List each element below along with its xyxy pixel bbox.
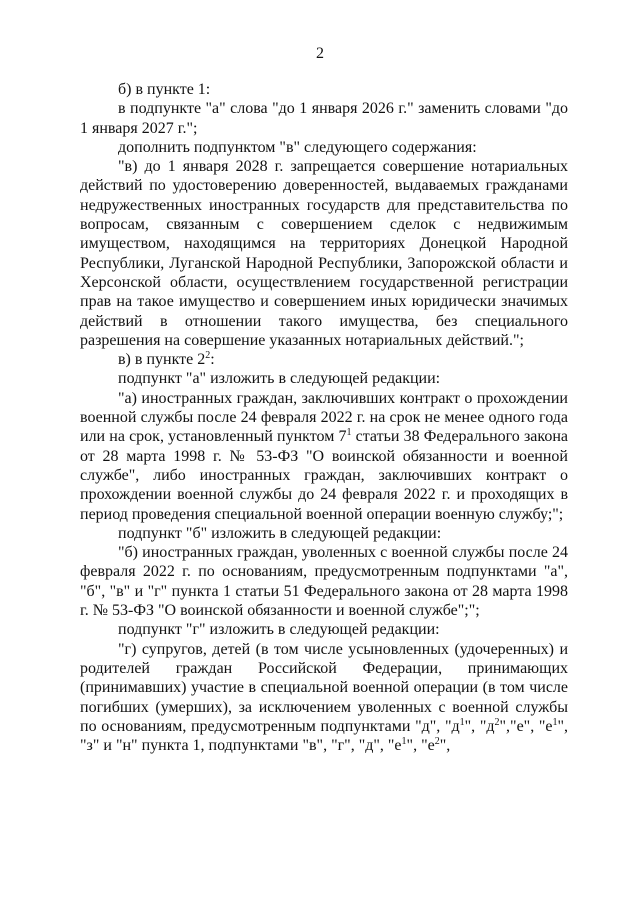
paragraph-text: в подпункте "а" слова "до 1 января 2026 г." заменить словами "до 1 января 2027 г."; bbox=[80, 100, 568, 137]
paragraph-text: : bbox=[210, 351, 215, 369]
paragraph bbox=[80, 350, 568, 369]
superscript: 1 bbox=[552, 716, 558, 728]
paragraph bbox=[80, 389, 568, 524]
paragraph-text: подпункт "а" изложить в следующей редакции: bbox=[118, 370, 441, 388]
paragraph bbox=[80, 524, 568, 543]
paragraph-text: ", "д bbox=[464, 717, 495, 735]
paragraph-text: ", "з" и "н" пункта 1, подпунктами "в", "г", "д", "е bbox=[80, 717, 569, 755]
document-body bbox=[80, 80, 568, 755]
paragraph-text: "а) иностранных граждан, заключивших контракт о прохождении военной службы после 24 февраля 2022 г. на срок не менее одного года или на срок, установленный пунктом 7 bbox=[80, 389, 568, 446]
paragraph-text: "г) супругов, детей (в том числе усыновленных (удочеренных) и родителей граждан Российской Федерации, принимающих (принимавших) участие в специальной военной операции (в том числе погибших (умерших), за исключением уволенных с военной службы по основаниям, предусмотренным подпунктами "д", "д bbox=[80, 640, 568, 735]
paragraph bbox=[80, 620, 568, 639]
paragraph bbox=[80, 543, 568, 620]
paragraph-text: ","е", "е bbox=[499, 717, 553, 735]
paragraph bbox=[80, 369, 568, 388]
paragraph-text: в) в пункте 2 bbox=[118, 351, 206, 369]
paragraph-text: б) в пункте 1: bbox=[118, 81, 211, 98]
paragraph-text: ", bbox=[439, 737, 451, 755]
paragraph-text: статьи 38 Федерального закона от 28 марта 1998 г. № 53-ФЗ "О воинской обязанности и военной службе", либо иностранных граждан, заключивших контракт о прохождении военной службы до 24 февраля 2022 г. и проходящих в период проведения специальной военной операции военную службу;"; bbox=[80, 428, 568, 523]
page-number: 2 bbox=[316, 45, 324, 62]
paragraph bbox=[80, 157, 568, 350]
superscript: 2 bbox=[434, 736, 440, 748]
paragraph-text: "б) иностранных граждан, уволенных с военной службы после 24 февраля 2022 г. по основаниям, предусмотренным подпунктами "а", "б", "в" и "г" пункта 1 статьи 51 Федерального закона от 28 марта 1998 г. № 53-ФЗ "О воинской обязанности и военной службе";"; bbox=[80, 544, 568, 620]
paragraph-text: подпункт "г" изложить в следующей редакции: bbox=[118, 621, 440, 639]
superscript: 2 bbox=[494, 716, 500, 728]
superscript: 1 bbox=[459, 716, 465, 728]
paragraph-text: ", "е bbox=[406, 737, 435, 755]
paragraph-text: дополнить подпунктом "в" следующего содержания: bbox=[118, 138, 477, 156]
paragraph bbox=[80, 80, 568, 99]
paragraph-text: "в) до 1 января 2028 г. запрещается совершение нотариальных действий по удостоверению доверенностей, выдаваемых гражданами недружественных иностранных государств для представительства по вопросам, связанным с совершением сделок с недвижимым имуществом, находящимся на территориях Донецкой Народной Республики, Луганской Народной Республики, Запорожской области и Херсонской области, осуществлением государственной регистрации прав на такое имущество и совершением иных юридически значимых действий в отношении такого имущества, без специального разрешения на совершение указанных нотариальных действий."; bbox=[80, 158, 568, 349]
superscript: 2 bbox=[205, 350, 211, 362]
paragraph bbox=[80, 99, 568, 138]
paragraph-text: подпункт "б" изложить в следующей редакции: bbox=[118, 524, 442, 542]
superscript: 1 bbox=[346, 427, 352, 439]
superscript: 1 bbox=[401, 736, 407, 748]
paragraph bbox=[80, 138, 568, 157]
paragraph bbox=[80, 640, 568, 756]
